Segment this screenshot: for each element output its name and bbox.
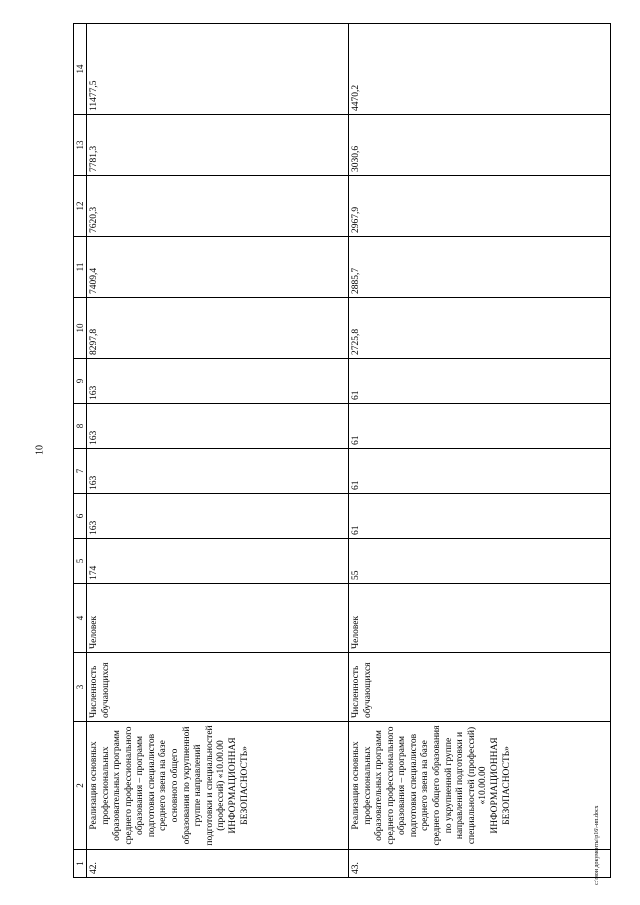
landscape-sheet (73, 24, 611, 878)
header-cell: 7 (74, 449, 87, 494)
page-number: 10 (34, 445, 46, 455)
value-cell: 4470,2 (349, 24, 611, 115)
value-cell: 8297,8 (87, 298, 349, 359)
header-cell: 12 (74, 176, 87, 237)
data-table (73, 23, 611, 878)
header-cell: 8 (74, 404, 87, 449)
value-cell: 3030,6 (349, 115, 611, 176)
value-cell: 163 (87, 404, 349, 449)
indicator-cell: Численность обучающихся (349, 653, 611, 722)
value-cell: 2885,7 (349, 237, 611, 298)
value-cell: 163 (87, 449, 349, 494)
value-cell: 7781,3 (87, 115, 349, 176)
row-number-cell: 42. (87, 850, 349, 878)
header-cell: 5 (74, 539, 87, 584)
program-name-cell: Реализация основных профессиональных образовательных программ среднего профессионального образования – программ подготовки специалистов среднего звена на базе среднего общего образования по укрупненной группе направлений подготовки и специальностей (профессий) «10.00.00 ИНФОРМАЦИОННАЯ БЕЗОПАСНОСТЬ» (349, 722, 611, 850)
value-cell: 7409,4 (87, 237, 349, 298)
value-cell: 55 (349, 539, 611, 584)
value-cell: 174 (87, 539, 349, 584)
value-cell: 61 (349, 449, 611, 494)
header-row (74, 24, 87, 878)
value-cell: 163 (87, 359, 349, 404)
indicator-cell: Численность обучающихся (87, 653, 349, 722)
value-cell: 61 (349, 359, 611, 404)
rotated-table-wrapper (73, 24, 611, 878)
header-cell: 2 (74, 722, 87, 850)
unit-cell: Человек (349, 584, 611, 653)
unit-cell: Человек (87, 584, 349, 653)
header-cell: 4 (74, 584, 87, 653)
footer-file-path: c:\мои документы\р16\-ип.docx (594, 805, 600, 885)
header-cell: 14 (74, 24, 87, 115)
header-cell: 10 (74, 298, 87, 359)
header-cell: 9 (74, 359, 87, 404)
value-cell: 2725,8 (349, 298, 611, 359)
value-cell: 11477,5 (87, 24, 349, 115)
header-cell: 11 (74, 237, 87, 298)
table-row (349, 24, 611, 878)
value-cell: 2967,9 (349, 176, 611, 237)
row-number-cell: 43. (349, 850, 611, 878)
program-name-cell: Реализация основных профессиональных образовательных программ среднего профессионального образования – программ подготовки специалистов среднего звена на базе основного общего образования по укрупненной группе направлений подготовки и специальностей (профессий) «10.00.00 ИНФОРМАЦИОННАЯ БЕЗОПАСНОСТЬ» (87, 722, 349, 850)
value-cell: 61 (349, 404, 611, 449)
value-cell: 61 (349, 494, 611, 539)
value-cell: 7620,3 (87, 176, 349, 237)
header-cell: 3 (74, 653, 87, 722)
header-cell: 1 (74, 850, 87, 878)
table-row (87, 24, 349, 878)
header-cell: 13 (74, 115, 87, 176)
header-cell: 6 (74, 494, 87, 539)
value-cell: 163 (87, 494, 349, 539)
